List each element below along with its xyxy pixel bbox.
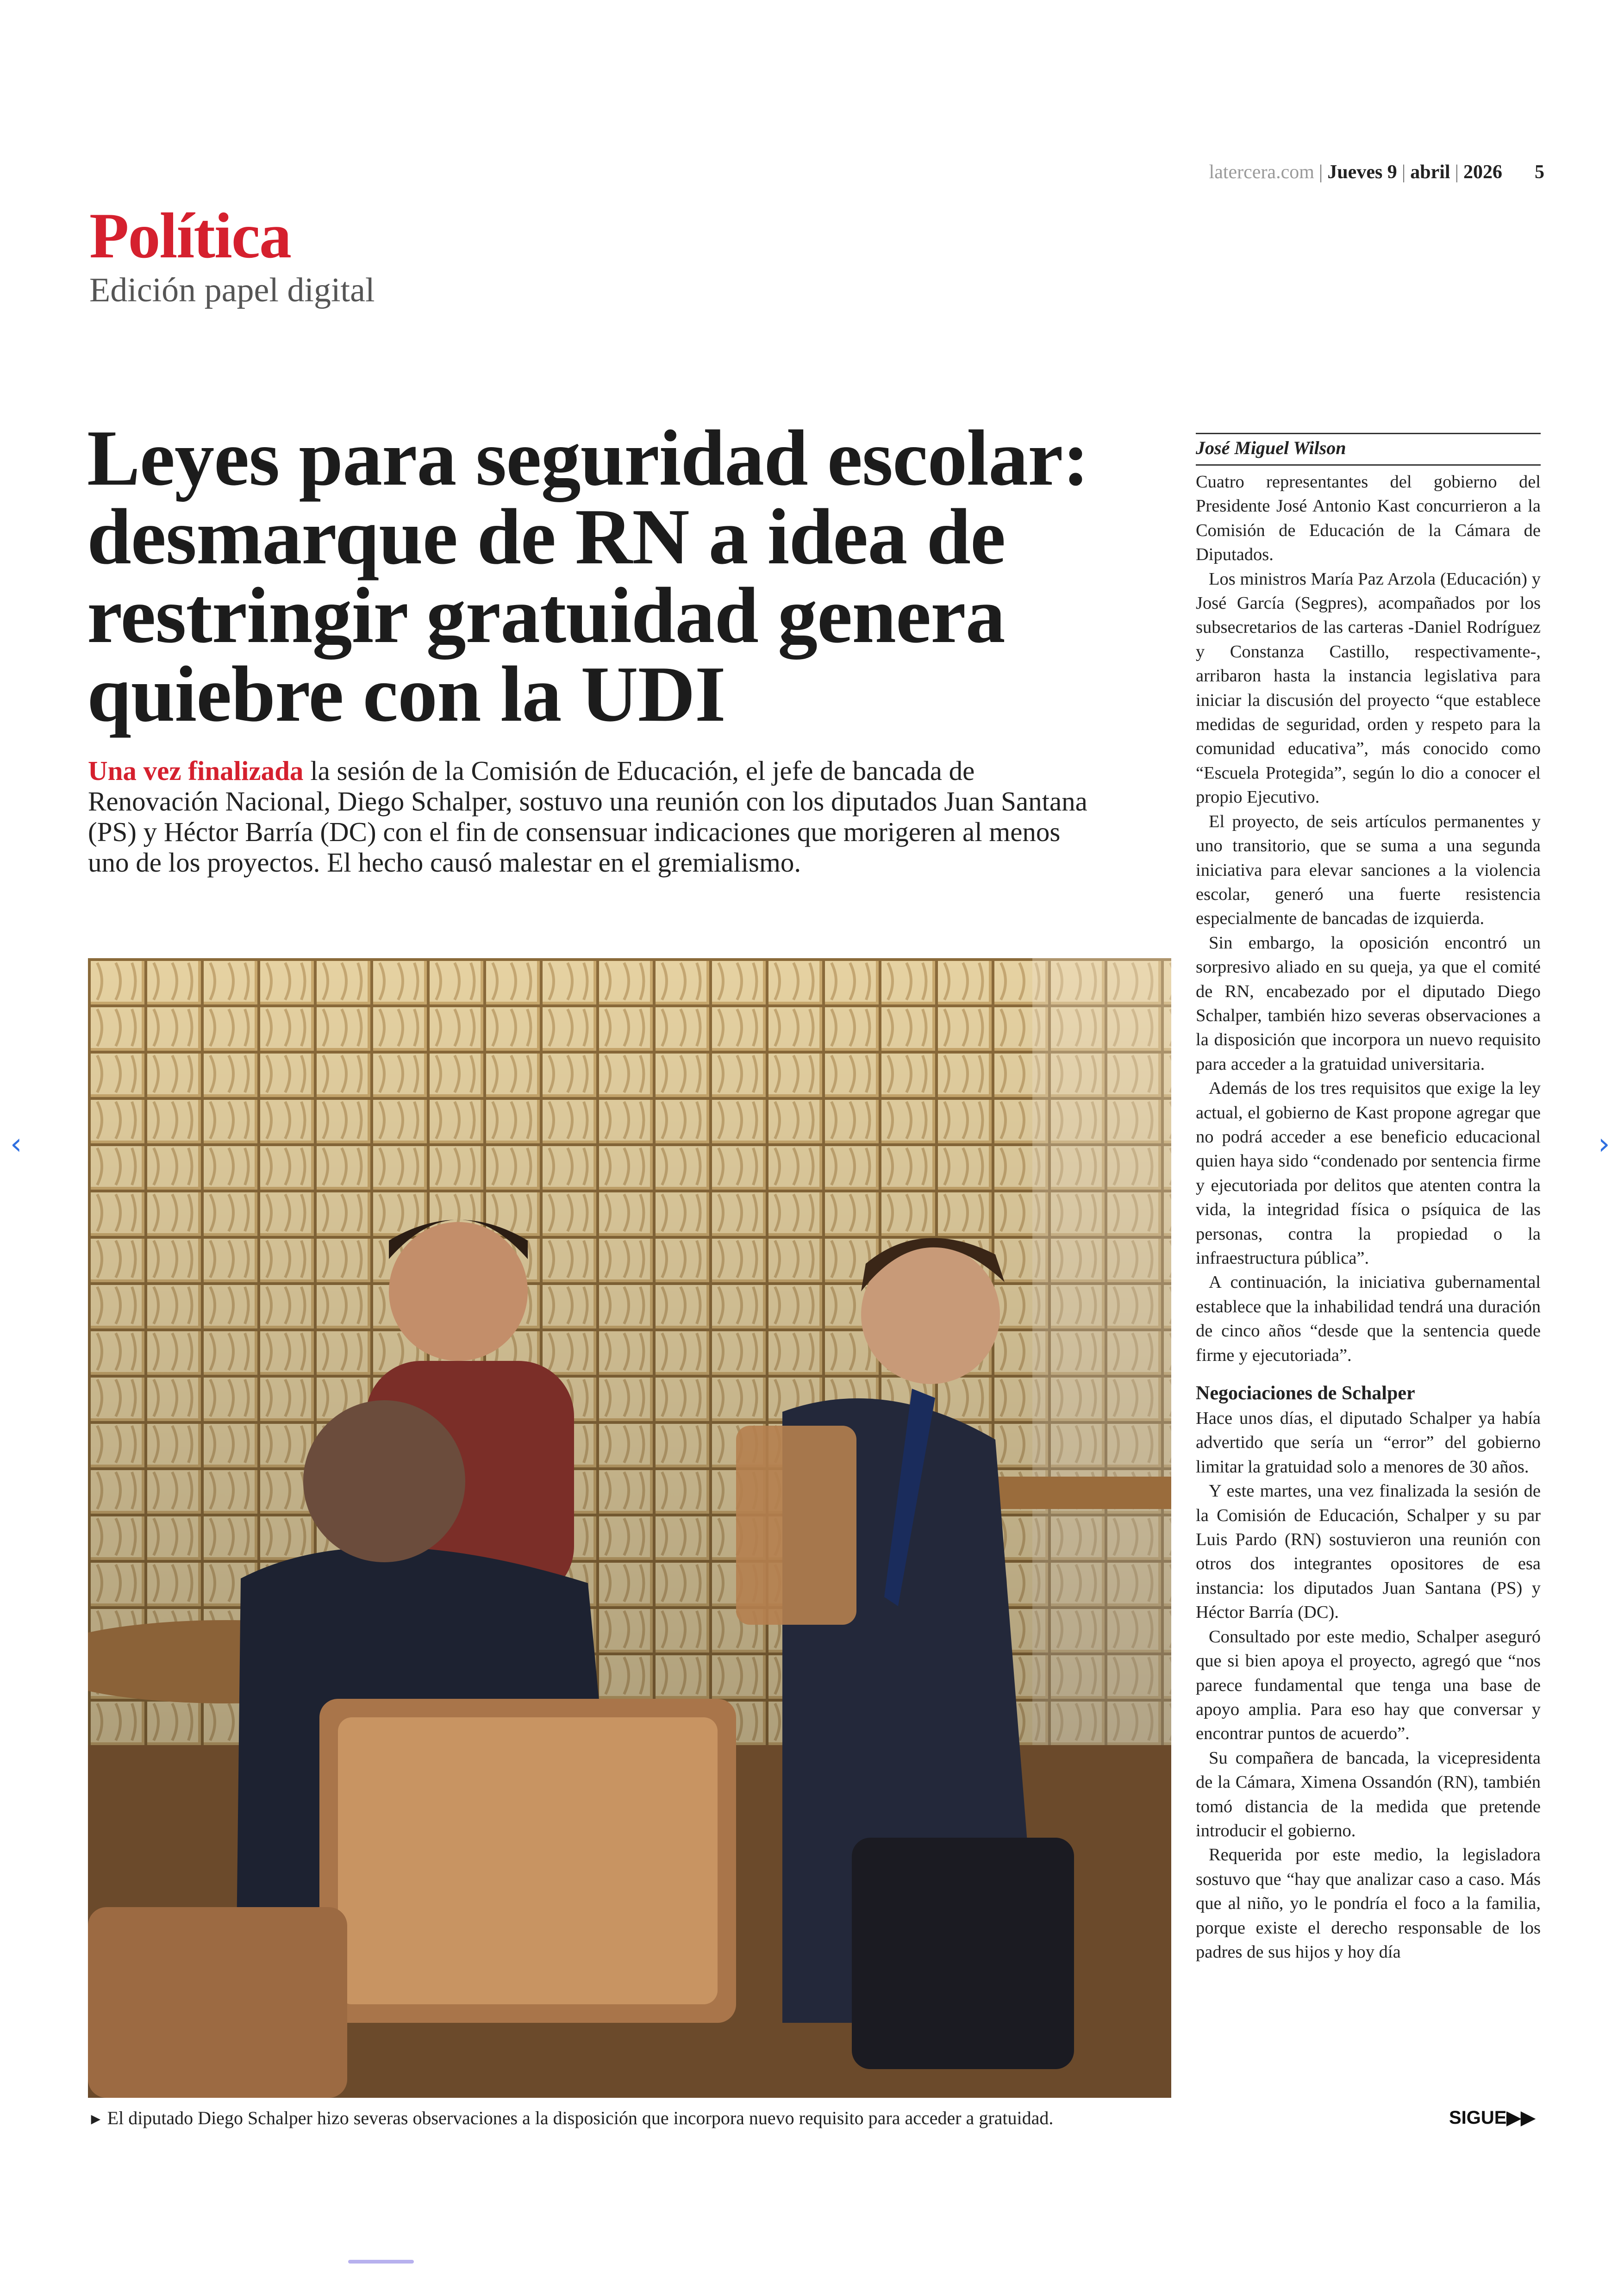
body-paragraph: Consultado por este medio, Schalper aseguró que si bien apoya el proyecto, agregó que “nos parece fundamental que tenga una base de apoyo amplia. Para eso hay que conversar y encontrar puntos de acuerdo”. bbox=[1196, 1627, 1541, 1744]
page-number: 5 bbox=[1535, 162, 1544, 183]
continue-label: SIGUE bbox=[1449, 2108, 1507, 2128]
previous-page-icon[interactable]: ‹ bbox=[10, 1127, 22, 1161]
article-body bbox=[1196, 470, 1541, 1964]
issue-month: abril bbox=[1410, 162, 1450, 183]
issue-weekday: Jueves 9 bbox=[1327, 162, 1397, 183]
double-arrow-icon: ▶▶ bbox=[1506, 2108, 1536, 2128]
caption-triangle-icon: ► bbox=[88, 2111, 104, 2128]
body-paragraph: Además de los tres requisitos que exige la ley actual, el gobierno de Kast propone agregar que no podrá acceder a ese beneficio educacional quien haya sido “condenado por sentencia firme y ejecutoriada por delitos que atenten contra la vida, la integridad física o psíquica de las personas, contra la propiedad o la infraestructura pública”. bbox=[1196, 1079, 1541, 1268]
lead-kicker: Una vez finalizada bbox=[88, 755, 304, 786]
body-paragraph: Hace unos días, el diputado Schalper ya había advertido que sería un “error” del gobierno limitar la gratuidad solo a menores de 30 años. bbox=[1196, 1409, 1541, 1477]
lead-text: la sesión de la Comisión de Educación, el jefe de bancada de Renovación Nacional, Diego Schalper, sostuvo una reunión con los diputados Juan Santana (PS) y Héctor Barría (DC) con el fin de consensuar indicaciones que morigeren al menos uno de los proyectos. El hecho causó malestar en el gremialismo. bbox=[88, 755, 1087, 878]
body-paragraph: Sin embargo, la oposición encontró un sorpresivo aliado en su queja, ya que el comité de RN, encabezado por el diputado Diego Schalper, también hizo severas observaciones a la disposición que incorpora un nuevo requisito para acceder a la gratuidad universitaria. bbox=[1196, 933, 1541, 1074]
article-photo bbox=[88, 958, 1171, 2098]
article-headline: Leyes para seguridad escolar: desmarque de RN a idea de restringir gratuidad genera quiebre con la UDI bbox=[87, 414, 1089, 738]
issue-year: 2026 bbox=[1463, 162, 1502, 183]
caption-text: El diputado Diego Schalper hizo severas observaciones a la disposición que incorpora nuevo requisito para acceder a gratuidad. bbox=[107, 2108, 1054, 2128]
photo-caption bbox=[88, 2107, 1171, 2129]
body-paragraph: Su compañera de bancada, la vicepresidenta de la Cámara, Ximena Ossandón (RN), también tomó distancia de la medida que pretende introducir el gobierno. bbox=[1196, 1748, 1541, 1840]
body-subhead: Negociaciones de Schalper bbox=[1196, 1383, 1415, 1404]
page-scroll-indicator[interactable] bbox=[348, 2260, 414, 2264]
continue-marker bbox=[1449, 2107, 1535, 2128]
article-byline: José Miguel Wilson bbox=[1196, 433, 1541, 466]
article-lead bbox=[88, 755, 1097, 878]
body-paragraph: El proyecto, de seis artículos permanentes y uno transitorio, que se suma a una segunda iniciativa para elevar sanciones a la violencia escolar, generó una fuerte resistencia especialmente de bancadas de izquierda. bbox=[1196, 811, 1541, 929]
next-page-icon[interactable]: › bbox=[1598, 1127, 1610, 1161]
body-paragraph: Los ministros María Paz Arzola (Educación) y José García (Segpres), acompañados por los subsecretarios de las carteras -Daniel Rodríguez y Constanza Castillo, respectivamente-, arribaron hasta la instancia legislativa para iniciar la discusión del proyecto “que establece medidas de seguridad, orden y respeto para la comunidad educativa”, más conocido como “Escuela Protegida”, según lo dio a conocer el propio Ejecutivo. bbox=[1196, 569, 1541, 807]
section-subtitle: Edición papel digital bbox=[89, 271, 375, 309]
site-name: latercera.com bbox=[1209, 162, 1314, 183]
body-paragraph: Y este martes, una vez finalizada la sesión de la Comisión de Educación, Schalper y su par Luis Pardo (RN) sostuvieron una reunión con otros dos integrantes opositores de esa instancia: los diputados Juan Santana (PS) y Héctor Barría (DC). bbox=[1196, 1481, 1541, 1622]
body-paragraph: A continuación, la iniciativa gubernamental establece que la inhabilidad tendrá una duración de cinco años “desde que la sentencia quede firme y ejecutoriada”. bbox=[1196, 1272, 1541, 1365]
body-paragraph: Cuatro representantes del gobierno del Presidente José Antonio Kast concurrieron a la Comisión de Educación de la Cámara de Diputados. bbox=[1196, 472, 1541, 565]
page-header: latercera.com | Jueves 9 | abril | 2026 5 bbox=[1209, 162, 1544, 183]
section-title: Política bbox=[89, 200, 291, 272]
body-paragraph: Requerida por este medio, la legisladora sostuvo que “hay que analizar caso a caso. Más que al niño, yo le pondría el foco a la familia, porque existe el derecho responsable de los padres de sus hijos y hoy día bbox=[1196, 1845, 1541, 1962]
